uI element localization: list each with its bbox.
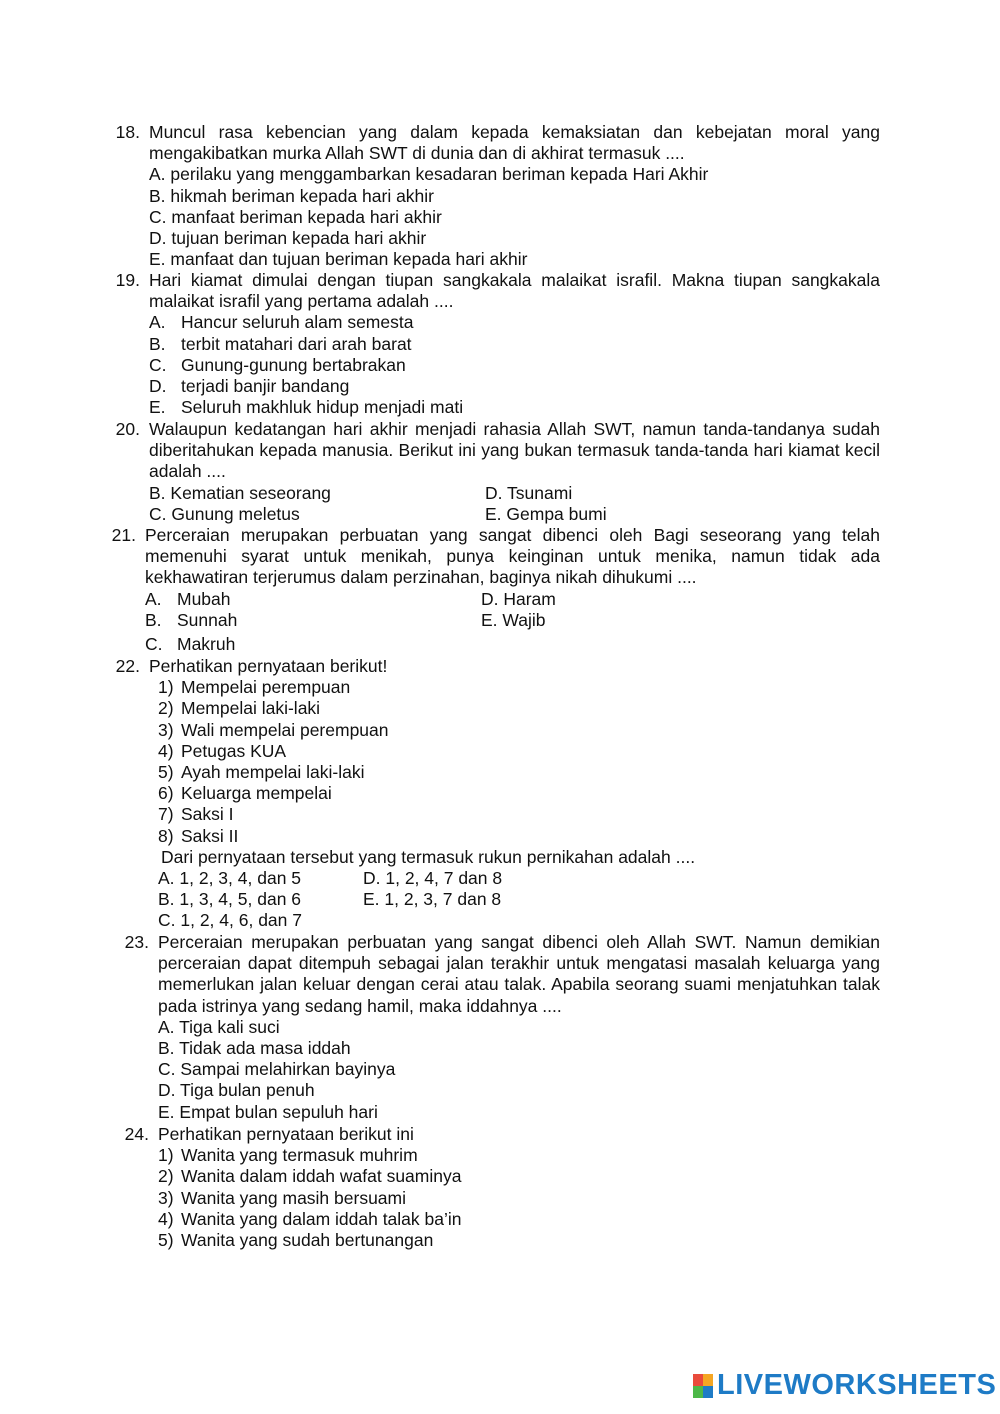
options-row [158,910,880,931]
option-letter: A. [145,588,162,609]
question-text: Hari kiamat dimulai dengan tiupan sangkakala malaikat israfil. Makna tiupan sangkakala malaikat israfil yang pertama adalah .... [149,270,880,312]
liveworksheets-logo[interactable] [693,1369,997,1402]
question-number: 20. [115,419,140,439]
option-text: Mubah [177,588,231,609]
statement-item: 3) Wanita yang masih bersuami [158,1187,407,1208]
option-e: E. manfaat dan tujuan beriman kepada hari akhir [149,249,528,270]
option-letter: A. [149,312,166,333]
statement-item: 1) Mempelai perempuan [158,677,351,698]
options-row [158,868,880,889]
statement-item: 2) Wanita dalam iddah wafat suaminya [158,1166,462,1187]
option-text: Sunnah [177,609,238,630]
option-text: Makruh [177,634,236,655]
option-b [145,610,481,631]
question-text: Walaupun kedatangan hari akhir menjadi rahasia Allah SWT, namun tanda-tandanya sudah diberitahukan kepada manusia. Berikut ini yang bukan termasuk tanda-tanda hari kiamat kecil adalah .... [149,419,880,482]
statement-item: 1) Wanita yang termasuk muhrim [158,1145,418,1166]
option-a [149,312,880,333]
options-row [145,610,880,631]
question-number: 19. [115,270,140,290]
question-20 [108,419,880,525]
option-text: Seluruh makhluk hidup menjadi mati [181,397,464,418]
question-number: 18. [115,122,140,142]
option-d: D. 1, 2, 4, 7 dan 8 [363,868,503,889]
question-prompt: Dari pernyataan tersebut yang termasuk rukun pernikahan adalah .... [161,846,696,867]
question-19 [108,270,880,418]
option-d: D. Tiga bulan penuh [158,1080,315,1101]
logo-mark-icon [693,1374,713,1398]
option-e: E. Wajib [481,609,546,630]
options-row [145,589,880,610]
option-letter: B. [149,333,166,354]
question-text: Perceraian merupakan perbuatan yang sangat dibenci oleh Allah SWT. Namun demikian perceraian dapat ditempuh sebagai jalan terakhir untuk mengatasi masalah keluarga yang memerlukan jalan keluar dengan cerai atau talak. Apabila seorang suami menjatuhkan talak pada istrinya yang sedang hamil, maka iddahnya .... [158,932,880,1016]
options-row [158,889,880,910]
option-b: B. Kematian seseorang [149,482,331,503]
question-number: 21. [111,525,136,545]
question-text: Perhatikan pernyataan berikut! [149,656,388,676]
statement-item: 5) Wanita yang sudah bertunangan [158,1230,434,1251]
option-e: E. Gempa bumi [485,503,607,524]
option-e: E. 1, 2, 3, 7 dan 8 [363,889,502,910]
option-a [145,589,481,610]
question-18 [108,122,880,270]
options-row [149,504,880,525]
option-b [149,334,880,355]
question-text: Muncul rasa kebencian yang dalam kepada kemaksiatan dan kebejatan moral yang mengakibatkan murka Allah SWT di dunia dan di akhirat termasuk .... [149,122,880,164]
question-number: 24. [124,1124,149,1144]
statement-item: 7) Saksi I [158,804,234,825]
option-d: D. tujuan beriman kepada hari akhir [149,228,427,249]
question-number: 23. [124,932,149,952]
question-text: Perhatikan pernyataan berikut ini [158,1124,414,1144]
option-d [149,376,880,397]
option-a: A. 1, 2, 3, 4, dan 5 [158,868,302,889]
question-24 [117,1124,880,1251]
option-b: B. Tidak ada masa iddah [158,1038,351,1059]
statement-item: 3) Wali mempelai perempuan [158,719,389,740]
logo-text: LIVEWORKSHEETS [717,1369,997,1402]
question-22 [108,656,880,932]
question-23 [117,932,880,1123]
option-letter: C. [145,634,163,655]
statement-item: 4) Petugas KUA [158,740,287,761]
option-letter: E. [149,397,166,418]
question-21 [104,525,880,655]
option-letter: C. [149,354,167,375]
option-a: A. perilaku yang menggambarkan kesadaran beriman kepada Hari Akhir [149,164,709,185]
option-b: B. hikmah beriman kepada hari akhir [149,185,435,206]
option-d: D. Haram [481,588,556,609]
option-letter: B. [145,609,162,630]
option-text: terjadi banjir bandang [181,376,350,397]
question-number: 22. [115,656,140,676]
option-c: C. 1, 2, 4, 6, dan 7 [158,910,302,931]
option-c: C. Gunung meletus [149,503,300,524]
question-text: Perceraian merupakan perbuatan yang sangat dibenci oleh Bagi seseorang yang telah memenuhi syarat untuk menikah, punya keinginan untuk menika, namun tidak ada kekhawatiran terjerumus dalam perzinahan, baginya nikah dihukumi .... [145,525,880,588]
option-b: B. 1, 3, 4, 5, dan 6 [158,889,302,910]
option-letter: D. [149,376,167,397]
options-row [149,483,880,504]
option-c: C. Sampai melahirkan bayinya [158,1059,396,1080]
statement-item: 2) Mempelai laki-laki [158,698,321,719]
option-e [149,397,880,418]
statement-item: 5) Ayah mempelai laki-laki [158,762,365,783]
option-c [149,355,880,376]
option-text: terbit matahari dari arah barat [181,333,412,354]
option-e: E. Empat bulan sepuluh hari [158,1101,378,1122]
option-c: C. manfaat beriman kepada hari akhir [149,206,442,227]
statement-item: 4) Wanita yang dalam iddah talak ba’in [158,1208,462,1229]
option-d: D. Tsunami [485,482,573,503]
option-text: Hancur seluruh alam semesta [181,312,414,333]
option-c [145,634,880,655]
option-a: A. Tiga kali suci [158,1016,280,1037]
statement-item: 8) Saksi II [158,825,239,846]
statement-item: 6) Keluarga mempelai [158,783,332,804]
option-text: Gunung-gunung bertabrakan [181,354,406,375]
